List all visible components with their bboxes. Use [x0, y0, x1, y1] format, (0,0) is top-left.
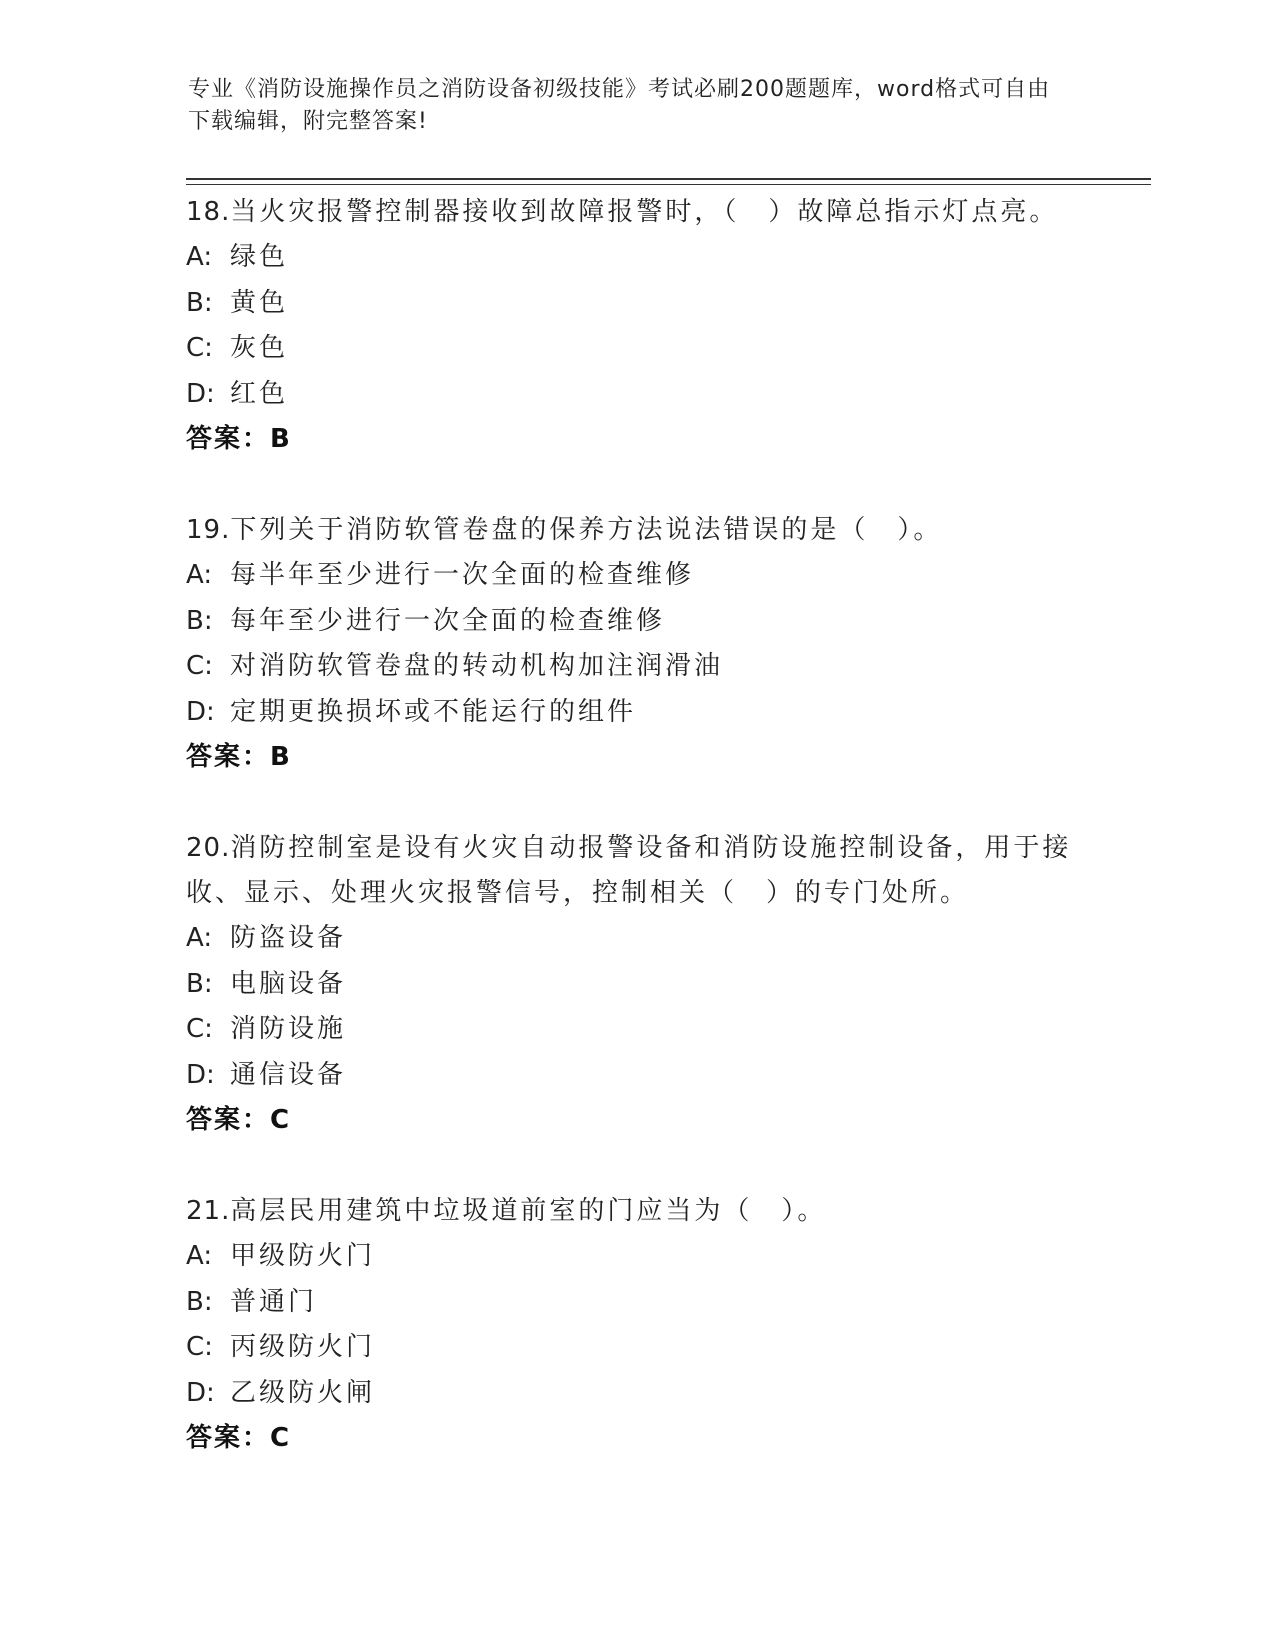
option-d: [186, 1371, 1086, 1417]
option-letter: B:: [186, 1286, 213, 1317]
option-text: 每半年至少进行一次全面的检查维修: [230, 560, 695, 590]
option-d: [186, 372, 1086, 418]
option-text: 定期更换损坏或不能运行的组件: [230, 696, 637, 727]
option-b: [186, 962, 1086, 1008]
document-header: 专业《消防设施操作员之消防设备初级技能》考试必刷200题题库，word格式可自由下载编辑，附完整答案!: [188, 77, 1051, 134]
option-b: [186, 599, 1086, 645]
question-list: [186, 190, 1086, 1507]
option-a: [186, 235, 1086, 281]
option-letter: A:: [186, 1241, 213, 1271]
option-a: [186, 916, 1086, 962]
option-c: [186, 644, 1086, 690]
option-c: [186, 326, 1086, 372]
header-divider-thin: [186, 184, 1151, 185]
question-stem: [186, 508, 1086, 553]
option-text: 对消防软管卷盘的转动机构加注润滑油: [230, 651, 724, 681]
option-text: 通信设备: [230, 1059, 347, 1090]
option-letter: D:: [186, 1059, 215, 1090]
option-text: 黄色: [230, 287, 289, 318]
option-letter: D:: [186, 378, 215, 409]
question-19: [186, 508, 1086, 780]
option-text: 每年至少进行一次全面的检查维修: [230, 605, 666, 636]
option-text: 丙级防火门: [230, 1332, 376, 1362]
option-text: 电脑设备: [230, 968, 347, 999]
question-number: 18.: [186, 197, 231, 227]
question-number: 20.: [186, 833, 231, 863]
option-text: 灰色: [230, 333, 289, 363]
answer-line: 答案：B: [186, 742, 292, 772]
option-a: [186, 553, 1086, 599]
answer-line: 答案：C: [186, 1423, 292, 1453]
option-text: 普通门: [230, 1286, 318, 1317]
question-text: 下列关于消防软管卷盘的保养方法说法错误的是（ ）。: [230, 515, 943, 545]
option-letter: D:: [186, 696, 215, 727]
option-text: 绿色: [230, 242, 289, 272]
question-text: 消防控制室是设有火灾自动报警设备和消防设施控制设备，用于接收、显示、处理火灾报警信号，控制相关（ ）的专门处所。: [186, 833, 1072, 908]
option-letter: B:: [186, 605, 213, 636]
option-letter: C:: [186, 333, 213, 363]
option-letter: A:: [186, 242, 213, 272]
option-letter: C:: [186, 651, 213, 681]
answer-line: 答案：B: [186, 424, 292, 454]
question-text: 当火灾报警控制器接收到故障报警时，（ ）故障总指示灯点亮。: [230, 197, 1059, 227]
question-stem: [186, 190, 1086, 235]
option-b: [186, 281, 1086, 327]
option-letter: D:: [186, 1377, 215, 1408]
option-text: 防盗设备: [230, 923, 347, 953]
option-text: 红色: [230, 378, 289, 409]
option-text: 甲级防火门: [230, 1241, 376, 1271]
option-c: [186, 1007, 1086, 1053]
option-a: [186, 1234, 1086, 1280]
question-20: [186, 826, 1086, 1143]
question-text: 高层民用建筑中垃圾道前室的门应当为（ ）。: [230, 1196, 827, 1226]
option-letter: C:: [186, 1014, 213, 1044]
question-stem: [186, 1189, 1086, 1234]
question-18: [186, 190, 1086, 462]
answer-line: 答案：C: [186, 1105, 292, 1135]
option-letter: A:: [186, 560, 213, 590]
option-letter: C:: [186, 1332, 213, 1362]
question-number: 21.: [186, 1196, 231, 1226]
header-divider-thick: [186, 178, 1151, 180]
question-21: [186, 1189, 1086, 1461]
option-letter: B:: [186, 968, 213, 999]
option-text: 乙级防火闸: [230, 1377, 376, 1408]
option-c: [186, 1325, 1086, 1371]
option-text: 消防设施: [230, 1014, 347, 1044]
option-d: [186, 1053, 1086, 1099]
option-letter: B:: [186, 287, 213, 318]
option-d: [186, 690, 1086, 736]
question-stem: [186, 826, 1086, 916]
option-letter: A:: [186, 923, 213, 953]
option-b: [186, 1280, 1086, 1326]
question-number: 19.: [186, 515, 231, 545]
